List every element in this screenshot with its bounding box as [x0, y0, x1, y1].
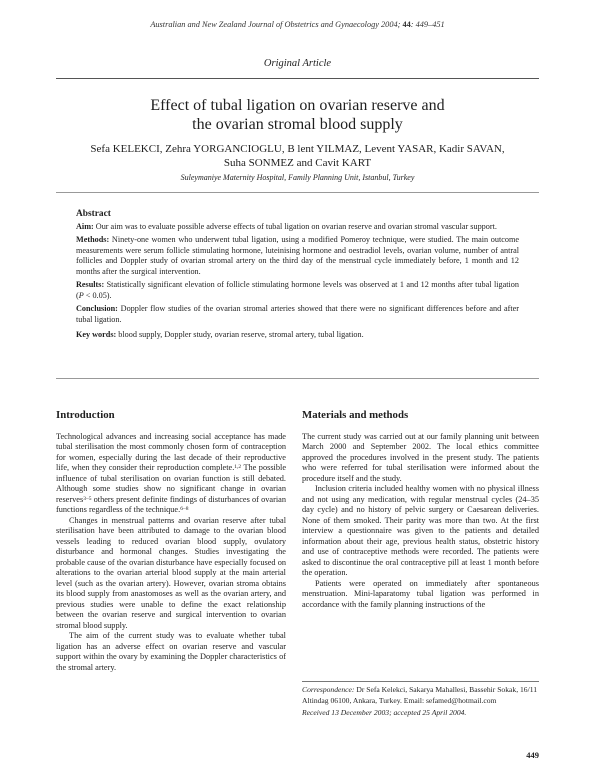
intro-paragraph: The aim of the current study was to evaluate whether tubal ligation has an adverse effect on ovarian reserve and vascular support within the ovary by examining the Doppler characteristics of the stromal artery. — [56, 631, 286, 672]
intro-paragraph: Technological advances and increasing social acceptance has made tubal sterilisation the most commonly chosen form of contraception for women, especially during the last decade of their reproductive life, when they consider their reproduction complete.$^{1,2}$ The possible influence of tubal sterilisation on ovarian function is still debated. Although some studies show no significant change in ovarian reserves$^{3-5}$ others present definite findings of disturbances of ovarian functions regardless of the technique.$^{6-8}$ — [56, 431, 286, 514]
abstract-bottom-divider — [56, 378, 539, 379]
citation: 1,2 — [234, 464, 242, 470]
article-type: Original Article — [263, 58, 332, 69]
keywords: Key words: blood supply, Doppler study, ovarian reserve, stromal artery, tubal ligation. — [76, 330, 364, 339]
footnote-divider — [302, 681, 539, 682]
methods-paragraph: Inclusion criteria included healthy women with no physical illness and not using any medication, with regular menstrual cycles (24–35 day cycle) and no history of pelvic surgery or Caesarean deliveries. None of them smoked. Their parity was more than two. At the first interview a questionnaire was given to the patients and detailed information about their age, previous health status, obstetric history and use of contraceptive methods were recorded. The patients were asked to discontinue the oral contraceptive pill at least 1 month before the operation. — [302, 484, 539, 577]
journal-citation: Australian and New Zealand Journal of Obstetrics and Gynaecology 2004; 44: 449–451 — [150, 20, 445, 29]
header-divider — [56, 78, 539, 79]
abstract-heading: Abstract — [76, 209, 111, 219]
citation: 3–5 — [83, 495, 92, 502]
volume-number: 44 — [402, 20, 411, 29]
page-number: 449 — [526, 750, 539, 760]
abstract — [76, 209, 519, 344]
abstract-conclusion: Conclusion: Doppler flow studies of the ovarian stromal arteries showed that there were no significant differences before and after tubal ligation. — [76, 304, 519, 324]
introduction-section — [56, 410, 286, 673]
methods-paragraph: The current study was carried out at our family planning unit between March 2000 and September 2002. The local ethics committee approved the procedures involved in the present study. The patients who were referred for tubal sterilisation were informed about the procedure itself and the study. — [302, 431, 539, 483]
affiliation: Suleymaniye Maternity Hospital, Family Planning Unit, Istanbul, Turkey — [180, 173, 415, 182]
author-list: Sefa KELEKCI, Zehra YORGANCIOGLU, B lent YILMAZ, Levent YASAR, Kadir SAVAN, Suha SONMEZ and Cavit KART — [90, 143, 505, 169]
methods-paragraph: Patients were operated on immediately after spontaneous menstruation. Mini-laparatomy tubal ligation was performed in accordance with the family planning instructions of the — [302, 578, 539, 609]
article-title: Effect of tubal ligation on ovarian reserve and the ovarian stromal blood supply — [150, 97, 445, 133]
abstract-top-divider — [56, 192, 539, 193]
abstract-aim: Aim: Our aim was to evaluate possible adverse effects of tubal ligation on ovarian reserve and ovarian stromal vascular support. — [76, 221, 497, 231]
received-dates: Received 13 December 2003; accepted 25 April 2004. — [302, 708, 467, 717]
methods-section — [302, 410, 539, 610]
introduction-heading: Introduction — [56, 409, 115, 421]
methods-heading: Materials and methods — [302, 409, 409, 421]
citation: 6–8 — [180, 506, 189, 512]
abstract-methods: Methods: Ninety-one women who underwent tubal ligation, using a modified Pomeroy technique, were studied. The main outcome measurements were serum follicle stimulating hormone, luteinising hormone and oestradiol levels, ovarian volume, number of antral follicles and Doppler study of ovarian stromal artery on the third day of the menstrual cycle immediately before, 1 month and 12 months after the surgical intervention. — [76, 235, 519, 276]
correspondence-footnote: Correspondence: Dr Sefa Kelekci, Sakarya Mahallesi, Bassehir Sokak, 16/11 Altindag 06100, Ankara, Turkey. Email: sefamed@hotmail.com Received 13 December 2003; accepted 25 April 2004. — [302, 681, 539, 719]
abstract-results: Results: Statistically significant elevation of follicle stimulating hormone levels was observed at 1 and 12 months after tubal ligation (P < 0.05). — [76, 280, 519, 300]
intro-paragraph: Changes in menstrual patterns and ovarian reserve after tubal sterilisation have been attributed to damage to the ovarian blood vessels leading to reduced ovarian blood supply, ovulatory disturbance and hormonal changes. Studies investigating the probable cause of the ovarian disturbance have especially focused on alterations to the ovarian arterial blood supply at the main arterial level (such as the ovarian artery). However, ovarian stroma obtains its blood supply from anastomoses as well as the ovarian artery, and previous studies were unable to define the exact relationship between the ovarian reserve and surgical intervention to ovarian stromal blood supply. — [56, 515, 286, 630]
